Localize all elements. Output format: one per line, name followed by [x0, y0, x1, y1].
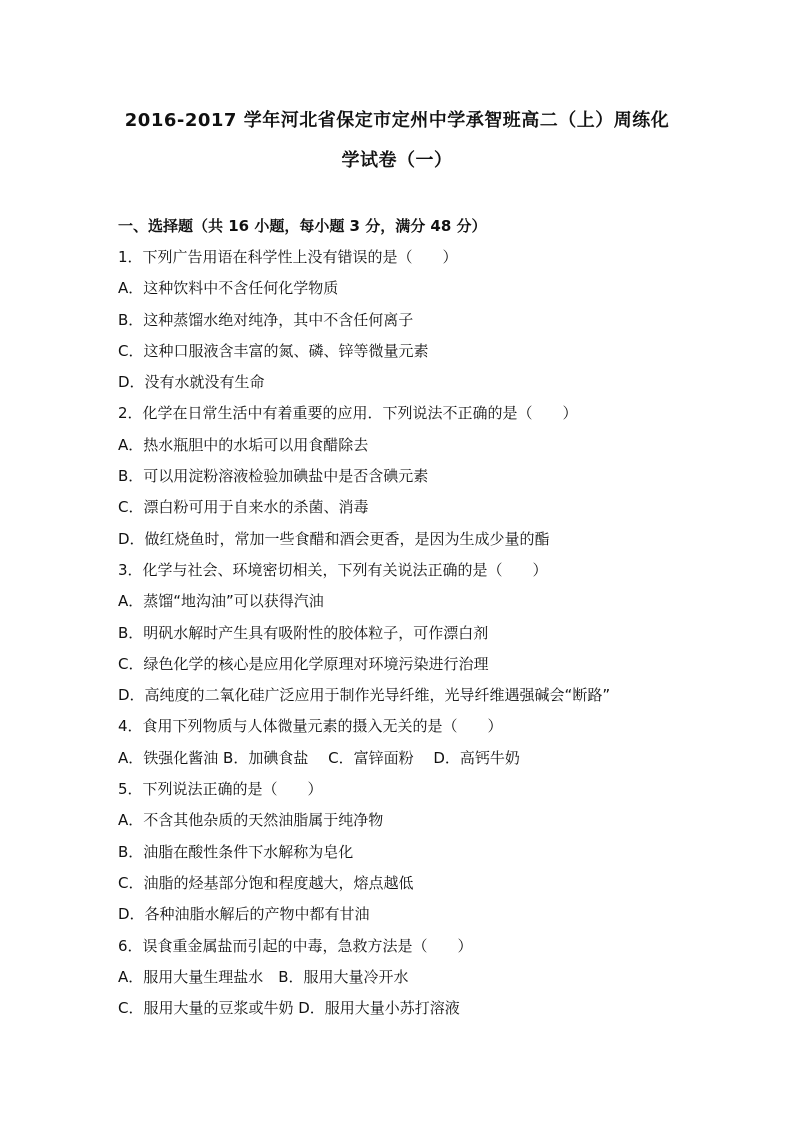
question-list — [118, 247, 718, 1029]
question-4-stem: 4．食用下列物质与人体微量元素的摄入无关的是（ ） — [118, 717, 503, 736]
question-1-option-b: B．这种蒸馏水绝对纯净，其中不含任何离子 — [118, 310, 414, 329]
question-1-option-c: C．这种口服液含丰富的氮、磷、锌等微量元素 — [118, 341, 429, 360]
question-3-option-d: D．高纯度的二氧化硅广泛应用于制作光导纤维，光导纤维遇强碱会“断路” — [118, 686, 611, 705]
exam-title-line-2: 学试卷（一） — [341, 150, 453, 171]
question-5-option-a: A．不含其他杂质的天然油脂属于纯净物 — [118, 811, 384, 830]
question-3-option-c: C．绿色化学的核心是应用化学原理对环境污染进行治理 — [118, 654, 489, 673]
question-4-options: A．铁强化酱油 B．加碘食盐 C．富锌面粉 D．高钙牛奶 — [118, 748, 520, 767]
section-header-multiple-choice: 一、选择题（共 16 小题，每小题 3 分，满分 48 分） — [118, 217, 487, 235]
question-5-option-c: C．油脂的烃基部分饱和程度越大，熔点越低 — [118, 873, 414, 892]
question-2-option-d: D．做红烧鱼时，常加一些食醋和酒会更香，是因为生成少量的酯 — [118, 529, 550, 548]
question-6-options-ab: A．服用大量生理盐水 B．服用大量冷开水 — [118, 967, 409, 986]
question-3-option-a: A．蒸馏“地沟油”可以获得汽油 — [118, 592, 324, 611]
question-2-option-b: B．可以用淀粉溶液检验加碘盐中是否含碘元素 — [118, 467, 429, 486]
question-5-stem: 5．下列说法正确的是（ ） — [118, 780, 323, 799]
question-2-option-a: A．热水瓶胆中的水垢可以用食醋除去 — [118, 435, 369, 454]
question-5-option-b: B．油脂在酸性条件下水解称为皂化 — [118, 842, 354, 861]
question-1-option-a: A．这种饮料中不含任何化学物质 — [118, 279, 339, 298]
question-2-stem: 2．化学在日常生活中有着重要的应用．下列说法不正确的是（ ） — [118, 404, 578, 423]
question-5-option-d: D．各种油脂水解后的产物中都有甘油 — [118, 905, 370, 924]
question-1-stem: 1．下列广告用语在科学性上没有错误的是（ ） — [118, 248, 458, 266]
question-2-option-c: C．漂白粉可用于自来水的杀菌、消毒 — [118, 498, 369, 517]
question-3-stem: 3．化学与社会、环境密切相关，下列有关说法正确的是（ ） — [118, 560, 548, 579]
question-6-stem: 6．误食重金属盐而引起的中毒，急救方法是（ ） — [118, 936, 473, 955]
exam-title-line-1: 2016-2017 学年河北省保定市定州中学承智班高二（上）周练化 — [124, 110, 670, 131]
question-1-option-d: D．没有水就没有生命 — [118, 373, 265, 392]
question-6-options-cd: C．服用大量的豆浆或牛奶 D．服用大量小苏打溶液 — [118, 999, 460, 1018]
question-3-option-b: B．明矾水解时产生具有吸附性的胶体粒子，可作漂白剂 — [118, 623, 489, 642]
